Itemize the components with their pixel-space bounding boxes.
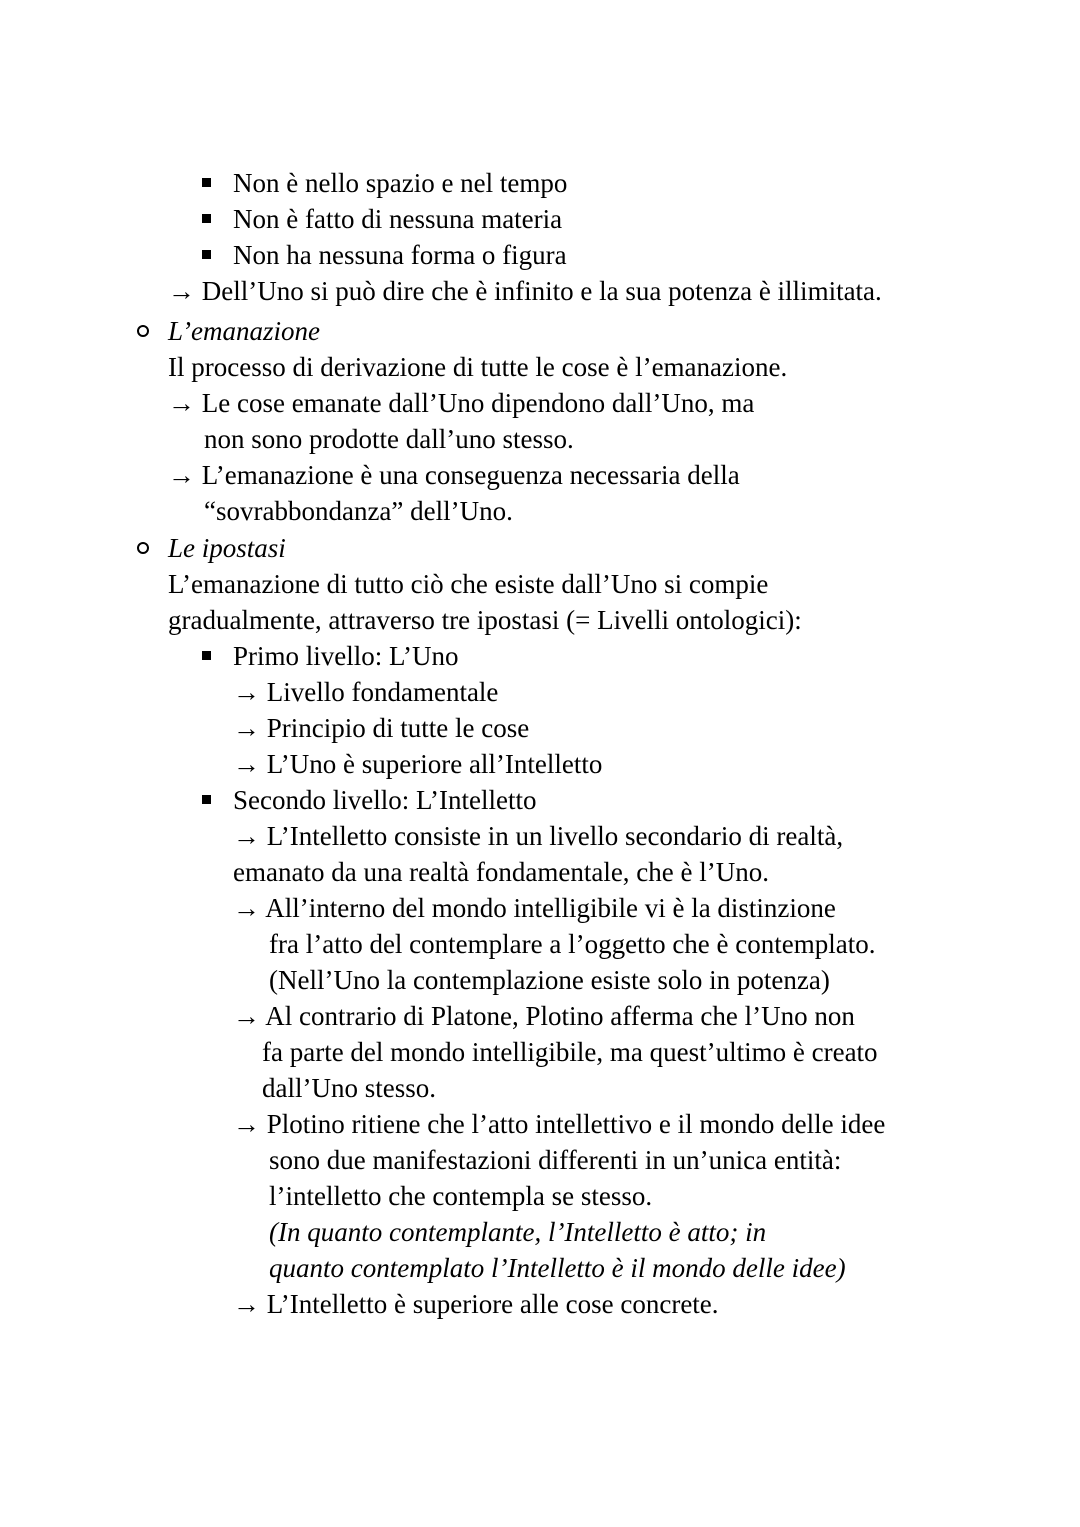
uno-property-3: Non ha nessuna forma o figura (233, 240, 567, 270)
arrow-right-icon: → (168, 276, 195, 306)
arrow-right-icon: → (233, 1109, 260, 1139)
arrow-right-icon: → (233, 677, 260, 707)
emanazione-point-2-cont: “sovrabbondanza” dell’Uno. (204, 496, 513, 526)
uno-conclusion (168, 273, 882, 309)
emanazione-point-1: → Le cose emanate dall’Uno dipendono dall’Uno, ma (168, 385, 754, 421)
circle-bullet-icon (137, 542, 149, 554)
secondo-point-4-note-2: quanto contemplato l’Intelletto è il mondo delle idee) (269, 1253, 846, 1283)
secondo-point-2-cont-1: fra l’atto del contemplare a l’oggetto che è contemplato. (269, 929, 876, 959)
ipostasi-heading: Le ipostasi (168, 533, 286, 563)
primo-point-2: → Principio di tutte le cose (233, 710, 529, 746)
primo-point-1: → Livello fondamentale (233, 674, 498, 710)
circle-bullet-icon (137, 325, 149, 337)
secondo-point-3-cont-2: dall’Uno stesso. (262, 1073, 436, 1103)
arrow-right-icon: → (233, 1001, 260, 1031)
primo-point-3: → L’Uno è superiore all’Intelletto (233, 746, 602, 782)
secondo-point-2: → All’interno del mondo intelligibile vi è la distinzione (233, 890, 836, 926)
secondo-point-3: → Al contrario di Platone, Plotino afferma che l’Uno non (233, 998, 855, 1034)
secondo-point-4: → Plotino ritiene che l’atto intellettivo e il mondo delle idee (233, 1106, 885, 1142)
secondo-point-4-cont-2: l’intelletto che contempla se stesso. (269, 1181, 653, 1211)
secondo-point-2-cont-2: (Nell’Uno la contemplazione esiste solo in potenza) (269, 965, 830, 995)
secondo-point-4-note-1: (In quanto contemplante, l’Intelletto è atto; in (269, 1217, 767, 1247)
emanazione-point-2: → L’emanazione è una conseguenza necessaria della (168, 457, 740, 493)
arrow-right-icon: → (233, 821, 260, 851)
secondo-livello-title: Secondo livello: L’Intelletto (233, 785, 537, 815)
secondo-point-5: → L’Intelletto è superiore alle cose concrete. (233, 1286, 719, 1322)
bullet-icon (202, 178, 211, 187)
uno-conclusion-text: Dell’Uno si può dire che è infinito e la sua potenza è illimitata. (201, 276, 882, 306)
primo-livello-title: Primo livello: L’Uno (233, 641, 459, 671)
arrow-right-icon: → (168, 460, 195, 490)
arrow-right-icon: → (233, 713, 260, 743)
emanazione-intro: Il processo di derivazione di tutte le cose è l’emanazione. (168, 352, 788, 382)
ipostasi-intro-2: gradualmente, attraverso tre ipostasi (= Livelli ontologici): (168, 605, 802, 635)
secondo-point-1: → L’Intelletto consiste in un livello secondario di realtà, (233, 818, 843, 854)
arrow-right-icon: → (233, 893, 260, 923)
ipostasi-intro-1: L’emanazione di tutto ciò che esiste dall’Uno si compie (168, 569, 769, 599)
secondo-point-3-cont-1: fa parte del mondo intelligibile, ma quest’ultimo è creato (262, 1037, 878, 1067)
emanazione-heading: L’emanazione (168, 316, 320, 346)
bullet-icon (202, 651, 211, 660)
uno-property-1: Non è nello spazio e nel tempo (233, 168, 568, 198)
uno-property-2: Non è fatto di nessuna materia (233, 204, 563, 234)
arrow-right-icon: → (233, 749, 260, 779)
secondo-point-4-cont-1: sono due manifestazioni differenti in un’unica entità: (269, 1145, 842, 1175)
bullet-icon (202, 214, 211, 223)
arrow-right-icon: → (233, 1289, 260, 1319)
emanazione-point-1-cont: non sono prodotte dall’uno stesso. (204, 424, 574, 454)
bullet-icon (202, 795, 211, 804)
secondo-point-1-cont: emanato da una realtà fondamentale, che è l’Uno. (233, 857, 769, 887)
bullet-icon (202, 250, 211, 259)
arrow-right-icon: → (168, 388, 195, 418)
